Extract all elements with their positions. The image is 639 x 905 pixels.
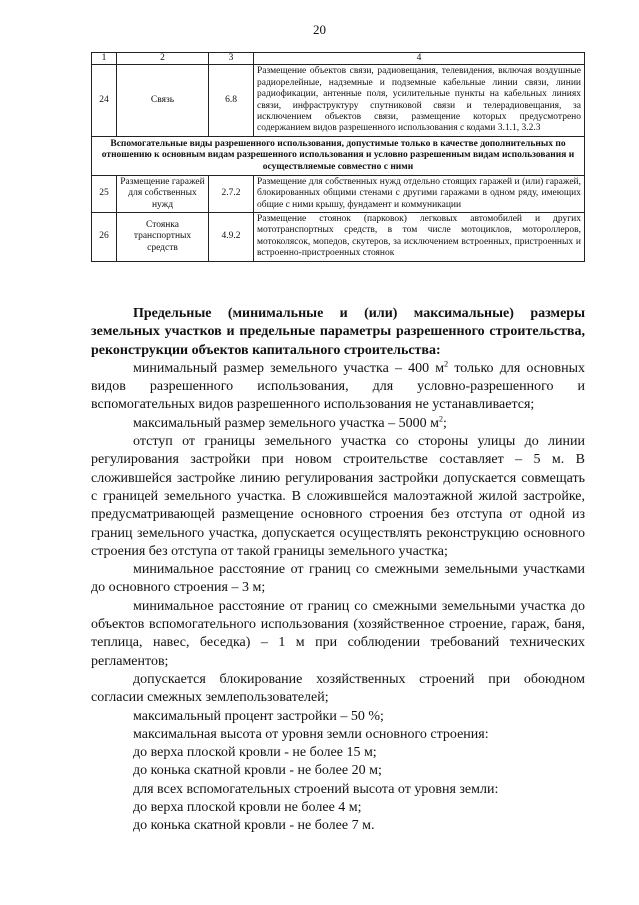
section-title: Вспомогательные виды разрешенного использования, допустимые только в качестве дополнительных по отношению к основным видам разрешенного использования и условно разрешенным видам использования и осуществляемые совместно с ними	[92, 136, 585, 175]
row-number: 25	[92, 175, 117, 212]
table-row	[92, 65, 585, 136]
row-name: Размещение гаражей для собственных нужд	[117, 175, 209, 212]
paragraph-blocking: допускается блокирование хозяйственных строений при обоюдном согласии смежных землепользователей;	[91, 671, 585, 706]
header-col-1: 1	[92, 53, 117, 65]
section-row	[92, 136, 585, 175]
superscript: 2	[438, 414, 443, 424]
section-heading: Предельные (минимальные и (или) максимальные) размеры земельных участков и предельные параметры разрешенного строительства, реконструкции объектов капитального строительства:	[91, 306, 585, 358]
paragraph-max-plot-size	[91, 415, 585, 433]
text-fragment: максимальный размер земельного участка – 5000 м	[133, 415, 439, 431]
paragraph-auxiliary-distance: минимальное расстояние от границ со смежными земельными участка до объектов вспомогательного использования (хозяйственное строение, гараж, баня, теплица, навес, беседка) – 1 м при соблюдении требований технических регламентов;	[91, 598, 585, 669]
row-number: 26	[92, 213, 117, 262]
header-col-3: 3	[209, 53, 254, 65]
header-col-2: 2	[117, 53, 209, 65]
header-col-4: 4	[254, 53, 585, 65]
paragraph-max-height: максимальная высота от уровня земли основного строения:	[133, 726, 489, 742]
paragraph-pitched-roof-aux: до конька скатной кровли - не более 7 м.	[133, 818, 375, 834]
row-code: 4.9.2	[209, 213, 254, 262]
page-number: 20	[313, 22, 326, 37]
paragraph-flat-roof-aux: до верха плоской кровли не более 4 м;	[133, 800, 362, 816]
text-fragment: минимальный размер земельного участка – 400 м	[133, 360, 445, 376]
paragraph-main-building-distance: минимальное расстояние от границ со смежными земельными участками до основного строения – 3 м;	[91, 562, 585, 596]
table-header-row	[92, 53, 585, 65]
row-code: 2.7.2	[209, 175, 254, 212]
row-description: Размещение для собственных нужд отдельно стоящих гаражей и (или) гаражей, блокированных общими стенами с другими гаражами в одном ряду, имеющих общие с ними крышу, фундамент и коммуникации	[254, 175, 585, 212]
row-description: Размещение объектов связи, радиовещания, телевидения, включая воздушные радиорелейные, надземные и подземные кабельные линии связи, линии радиофикации, антенные поля, усилительные пункты на кабельных линиях связи, инфраструктуру спутниковой связи и телерадиовещания, за исключением объектов связи, размещение которых предусмотрено содержанием видов разрешенного использования с кодами 3.1.1, 3.2.3	[254, 65, 585, 136]
row-name: Стоянка транспортных средств	[117, 213, 209, 262]
table-row	[92, 175, 585, 212]
row-name: Связь	[117, 65, 209, 136]
paragraph-max-coverage: максимальный процент застройки – 50 %;	[133, 708, 384, 724]
text-fragment: ;	[442, 415, 447, 431]
paragraph-street-setback: отступ от границы земельного участка со стороны улицы до линии регулирования застройки при новом строительстве составляет – 5 м. В сложившейся застройке линию регулирования застройки допускается совмещать с границей земельного участка. В сложившейся малоэтажной жилой застройке, предусматривающей размещение основного строения без отступа от одной из границ земельного участка, допускается осуществлять реконструкцию основного строения без отступа от такой границы земельного участка;	[91, 434, 585, 559]
regulations-text	[91, 305, 585, 836]
paragraph-auxiliary-height: для всех вспомогательных строений высота от уровня земли:	[133, 781, 499, 797]
text-fragment: только для основных видов разрешенного использования, для условно-разрешенного и вспомогательных видов разрешенного использования не устанавливается;	[91, 360, 585, 413]
paragraph-flat-roof-main: до верха плоской кровли - не более 15 м;	[133, 745, 377, 761]
land-use-table	[91, 52, 585, 262]
superscript: 2	[444, 359, 449, 369]
paragraph-min-plot-size	[91, 360, 585, 415]
row-number: 24	[92, 65, 117, 136]
table-row	[92, 213, 585, 262]
paragraph-pitched-roof-main: до конька скатной кровли - не более 20 м;	[133, 763, 382, 779]
row-description: Размещение стоянок (парковок) легковых автомобилей и других мототранспортных средств, в том числе мотоциклов, мотороллеров, мотоколясок, мопедов, скутеров, за исключением встроенных, пристроенных и встроенно-пристроенных стоянок	[254, 213, 585, 262]
row-code: 6.8	[209, 65, 254, 136]
